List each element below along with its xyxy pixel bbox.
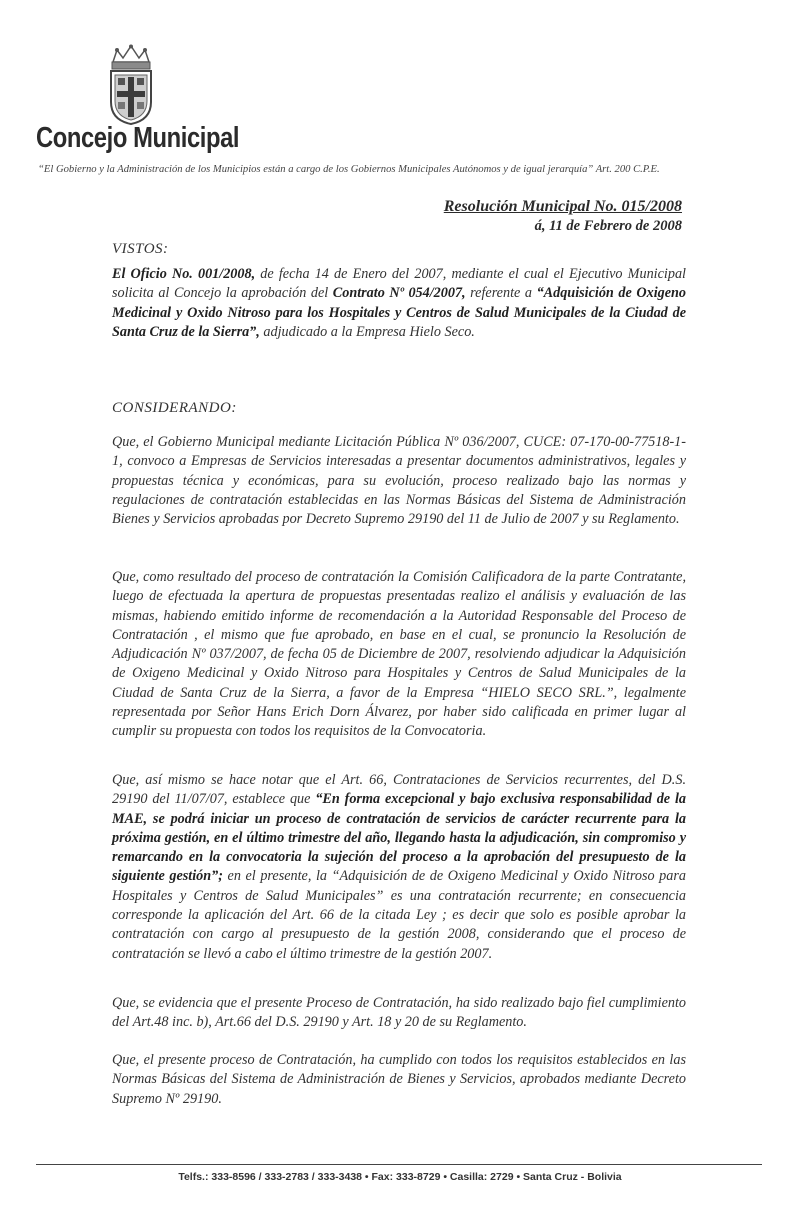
- para-3-intro: Que, así mismo se hace notar que el Art. 66, Contrataciones de Servicios recurrentes, del D.S. 29190 del 11/07/07, establece que: [112, 772, 686, 808]
- considerando-paragraph-2: Que, como resultado del proceso de contratación la Comisión Calificadora de la parte Contratante, luego de efectuada la apertura de propuestas presentadas realizo el análisis y evaluación de las mismas, habiendo emitido informe de recomendación a la Autoridad Responsable del Proceso de Contratación , el mismo que fue aprobado, en base en el cual, se pronuncio la Resolución de Adjudicación Nº 037/2007, de fecha 05 de Diciembre de 2007, resolviendo adjudicar la Adquisición de Oxigeno Medicinal y Oxido Nitroso para Hospitales y Centros de Salud Municipales de la Ciudad de Santa Cruz de la Sierra, a favor de la Empresa “HIELO SECO SRL.”, legalmente representada por Señor Hans Erich Dorn Álvarez, por haber sido calificada en primer lugar al cumplir su propuesta con todos los requisitos de la Convocatoria.: [112, 569, 686, 740]
- para-3-rest: en el presente, la “Adquisición de de Oxigeno Medicinal y Oxido Nitroso para Hospitales y Centros de Salud Municipales” es una contratación recurrente; en consecuencia corresponde la aplicación del Art. 66 de la citada Ley ; es decir que solo es posible aprobar la contratación con cargo al presupuesto de la gestión 2008, considerando que el proceso de contratación se llevó a cabo el último trimestre de la gestión 2007.: [112, 868, 686, 962]
- council-motto: “El Gobierno y la Administración de los Municipios están a cargo de los Gobiernos Municipales Autónomos y de igual jerarquía” Art. 200 C.P.E.: [38, 164, 660, 175]
- council-name: Concejo Municipal: [36, 122, 240, 154]
- resolution-number: Resolución Municipal No. 015/2008: [443, 198, 682, 215]
- oficio-number: El Oficio No. 001/2008,: [112, 266, 256, 282]
- vistos-text-1: de fecha 14 de Enero del 2007, mediante el cual el Ejecutivo Municipal solicita al Concejo la aprobación del: [112, 266, 686, 302]
- vistos-heading: VISTOS:: [112, 241, 169, 257]
- considerando-paragraph-3: [112, 771, 686, 964]
- considerando-paragraph-4: Que, se evidencia que el presente Proceso de Contratación, ha sido realizado bajo fiel cumplimiento del Art.48 inc. b), Art.66 del D.S. 29190 y Art. 18 y 20 de su Reglamento.: [112, 995, 686, 1031]
- article-66-quote: “En forma excepcional y bajo exclusiva responsabilidad de la MAE, se podrá iniciar un proceso de contratación de servicios de carácter recurrente para la próxima gestión, en el último trimestre del año, llegando hasta la adjudicación, sin compromiso y remarcando en la convocatoria la sujeción del proceso a la aprobación del presupuesto de la siguiente gestión”;: [112, 791, 686, 885]
- resolution-date: á, 11 de Febrero de 2008: [534, 218, 682, 234]
- vistos-text-2: referente a: [465, 285, 537, 302]
- contract-subject: “Adquisición de Oxigeno Medicinal y Oxido Nitroso para los Hospitales y Centros de Salud Municipales de la Ciudad de Santa Cruz de la Sierra”,: [112, 285, 687, 340]
- vistos-text-3: adjudicado a la Empresa Hielo Seco.: [259, 323, 475, 340]
- contract-number: Contrato Nº 054/2007,: [332, 285, 466, 302]
- considerando-paragraph-5: Que, el presente proceso de Contratación, ha cumplido con todos los requisitos establecidos en las Normas Básicas del Sistema de Administración de Bienes y Servicios, aprobados mediante Decreto Supremo Nº 29190.: [112, 1052, 686, 1107]
- coat-of-arms-icon: [103, 44, 159, 126]
- vistos-paragraph: [112, 265, 686, 342]
- footer-contact: Telfs.: 333-8596 / 333-2783 / 333-3438 • Fax: 333-8729 • Casilla: 2729 • Santa Cruz - Bolivia: [178, 1171, 622, 1183]
- footer-divider: [36, 1164, 762, 1165]
- considerando-paragraph-1: Que, el Gobierno Municipal mediante Licitación Pública Nº 036/2007, CUCE: 07-170-00-77518-1-1, convoco a Empresas de Servicios interesadas a presentar documentos administrativos, legales y propuestas técnica y económicas, para su evolución, proceso realizado bajo las normas y regulaciones de contratación establecidas en las Normas Básicas del Sistema de Administración Bienes y Servicios aprobadas por Decreto Supremo 29190 del 11 de Julio de 2007 y su Reglamento.: [112, 434, 686, 528]
- considerando-heading: CONSIDERANDO:: [112, 400, 237, 416]
